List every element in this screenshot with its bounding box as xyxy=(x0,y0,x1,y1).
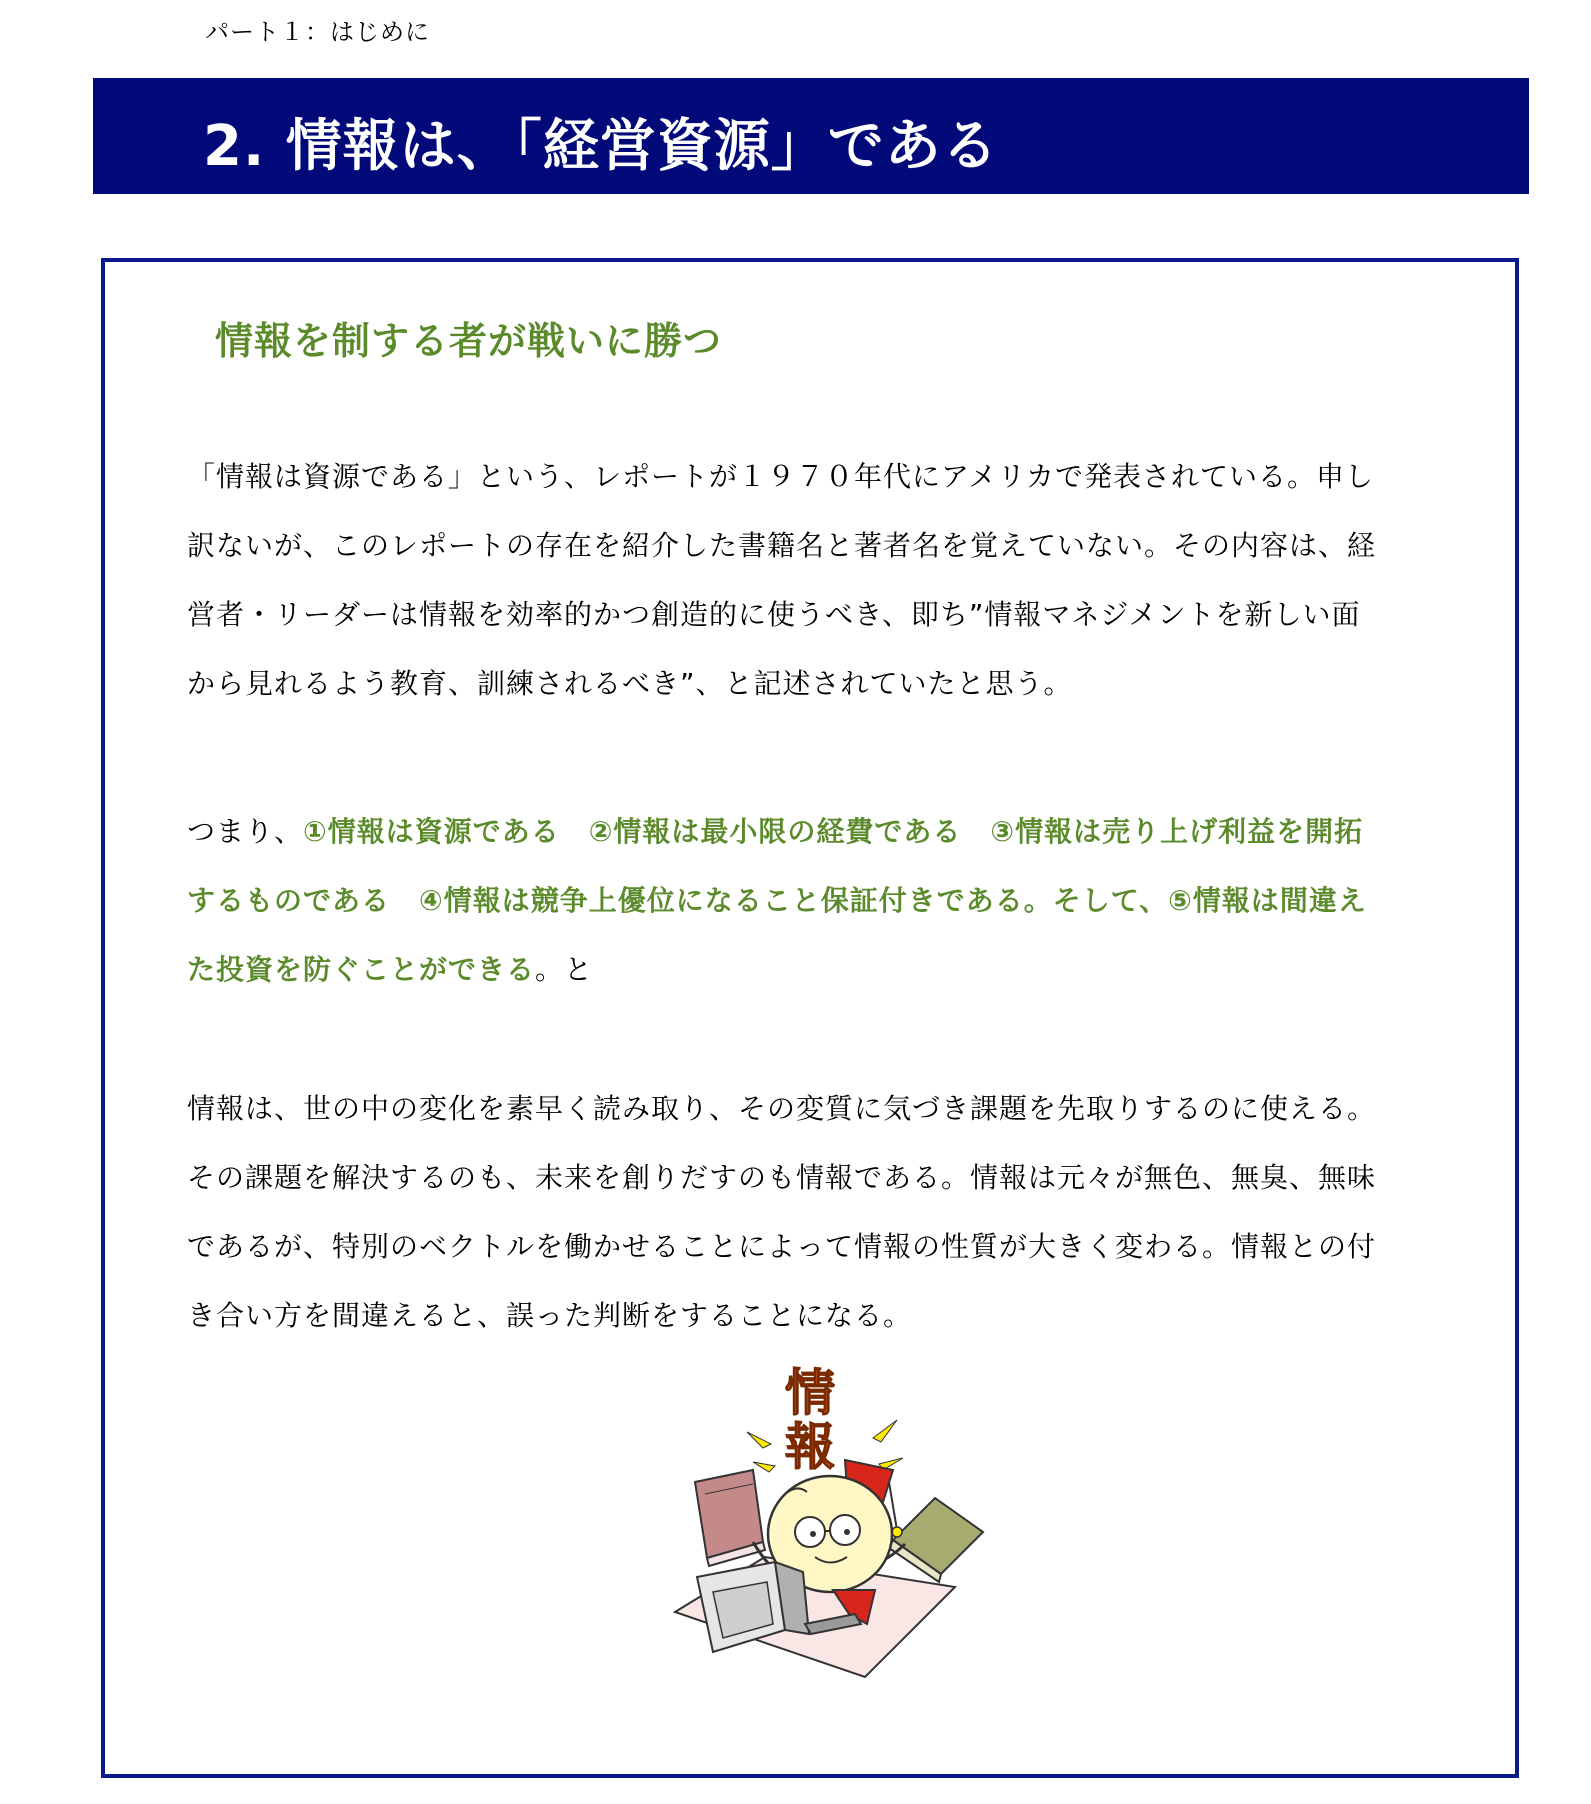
kanji-hou: 報 xyxy=(785,1418,835,1476)
information-mascot-illustration xyxy=(635,1362,995,1682)
right-book-icon xyxy=(889,1498,983,1582)
part-label: パート１：はじめに xyxy=(205,18,430,46)
summary-highlight: ①情報は資源である ②情報は最小限の経費である ③情報は売り上げ利益を開拓するものである ④情報は競争上優位になること保証付きである。そして、⑤情報は間違えた投資を防ぐことができる xyxy=(187,815,1367,986)
paragraph-intro: 「情報は資源である」という、レポートが１９７０年代にアメリカで発表されている。申し訳ないが、このレポートの存在を紹介した書籍名と著者名を覚えていない。その内容は、経営者・リーダーは情報を効率的かつ創造的に使うべき、即ち”情報マネジメントを新しい面から見れるよう教育、訓練されるべき”、と記述されていたと思う。 xyxy=(187,460,1377,700)
content-box xyxy=(101,258,1519,1778)
left-book-icon xyxy=(695,1470,765,1566)
title-banner xyxy=(93,78,1529,194)
page-title: 2. 情報は、「経営資源」である xyxy=(203,114,999,179)
summary-lead: つまり、 xyxy=(187,815,304,848)
section-subtitle: 情報を制する者が戦いに勝つ xyxy=(215,319,723,363)
paragraph-conclusion: 情報は、世の中の変化を素早く読み取り、その変質に気づき課題を先取りするのに使える。その課題を解決するのも、未来を創りだすのも情報である。情報は元々が無色、無臭、無味であるが、特別のベクトルを働かせることによって情報の性質が大きく変わる。情報との付き合い方を間違えると、誤った判断をすることになる。 xyxy=(187,1092,1377,1332)
kanji-jou: 情 xyxy=(785,1364,835,1422)
paragraph-summary xyxy=(187,797,1377,1004)
summary-tail: 。と xyxy=(535,953,594,986)
